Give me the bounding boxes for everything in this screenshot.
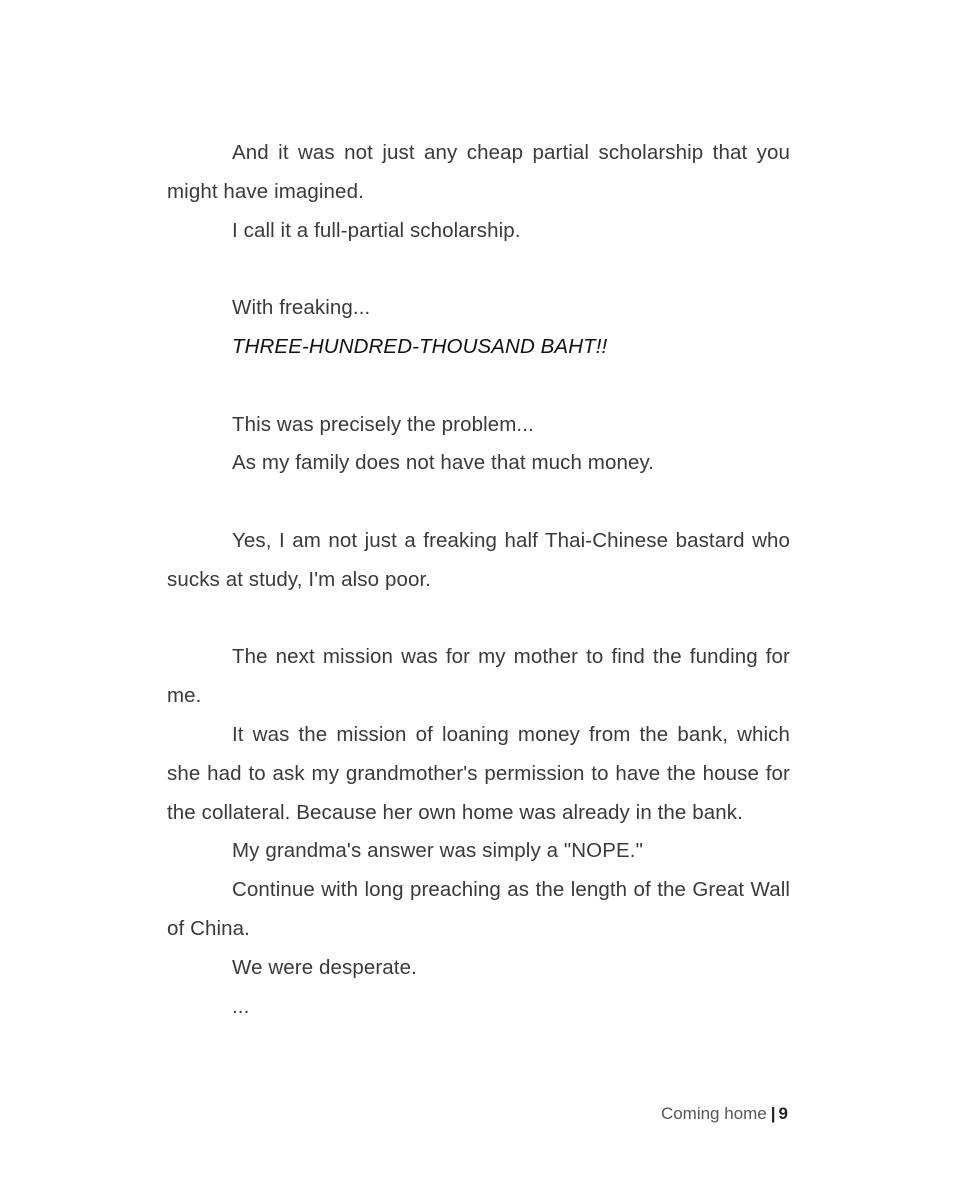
paragraph: The next mission was for my mother to find the funding for me. <box>167 645 790 708</box>
blank-line <box>167 367 790 406</box>
emphasized-paragraph: THREE-HUNDRED-THOUSAND BAHT!! <box>232 334 608 358</box>
paragraph: Yes, I am not just a freaking half Thai-Chinese bastard who sucks at study, I'm also poor. <box>167 528 790 591</box>
body-text <box>167 134 790 1026</box>
paragraph: And it was not just any cheap partial scholarship that you might have imagined. <box>167 141 790 203</box>
paragraph: ... <box>232 994 250 1018</box>
paragraph: My grandma's answer was simply a "NOPE." <box>232 839 643 863</box>
blank-line <box>167 600 790 639</box>
paragraph: We were desperate. <box>232 955 417 979</box>
paragraph: With freaking... <box>232 296 371 320</box>
paragraph: I call it a full-partial scholarship. <box>232 218 521 242</box>
page-number: 9 <box>778 1104 788 1123</box>
blank-line <box>167 483 790 522</box>
blank-line <box>167 250 790 289</box>
footer-separator: | <box>770 1104 776 1123</box>
paragraph: This was precisely the problem... <box>232 412 534 436</box>
chapter-title: Coming home <box>660 1104 767 1123</box>
page-footer <box>661 1104 788 1124</box>
paragraph: It was the mission of loaning money from the bank, which she had to ask my grandmother's permission to have the house for the collateral. Because her own home was already in the bank. <box>167 722 790 824</box>
paragraph: Continue with long preaching as the length of the Great Wall of China. <box>167 878 790 940</box>
paragraph: As my family does not have that much money. <box>232 451 655 475</box>
